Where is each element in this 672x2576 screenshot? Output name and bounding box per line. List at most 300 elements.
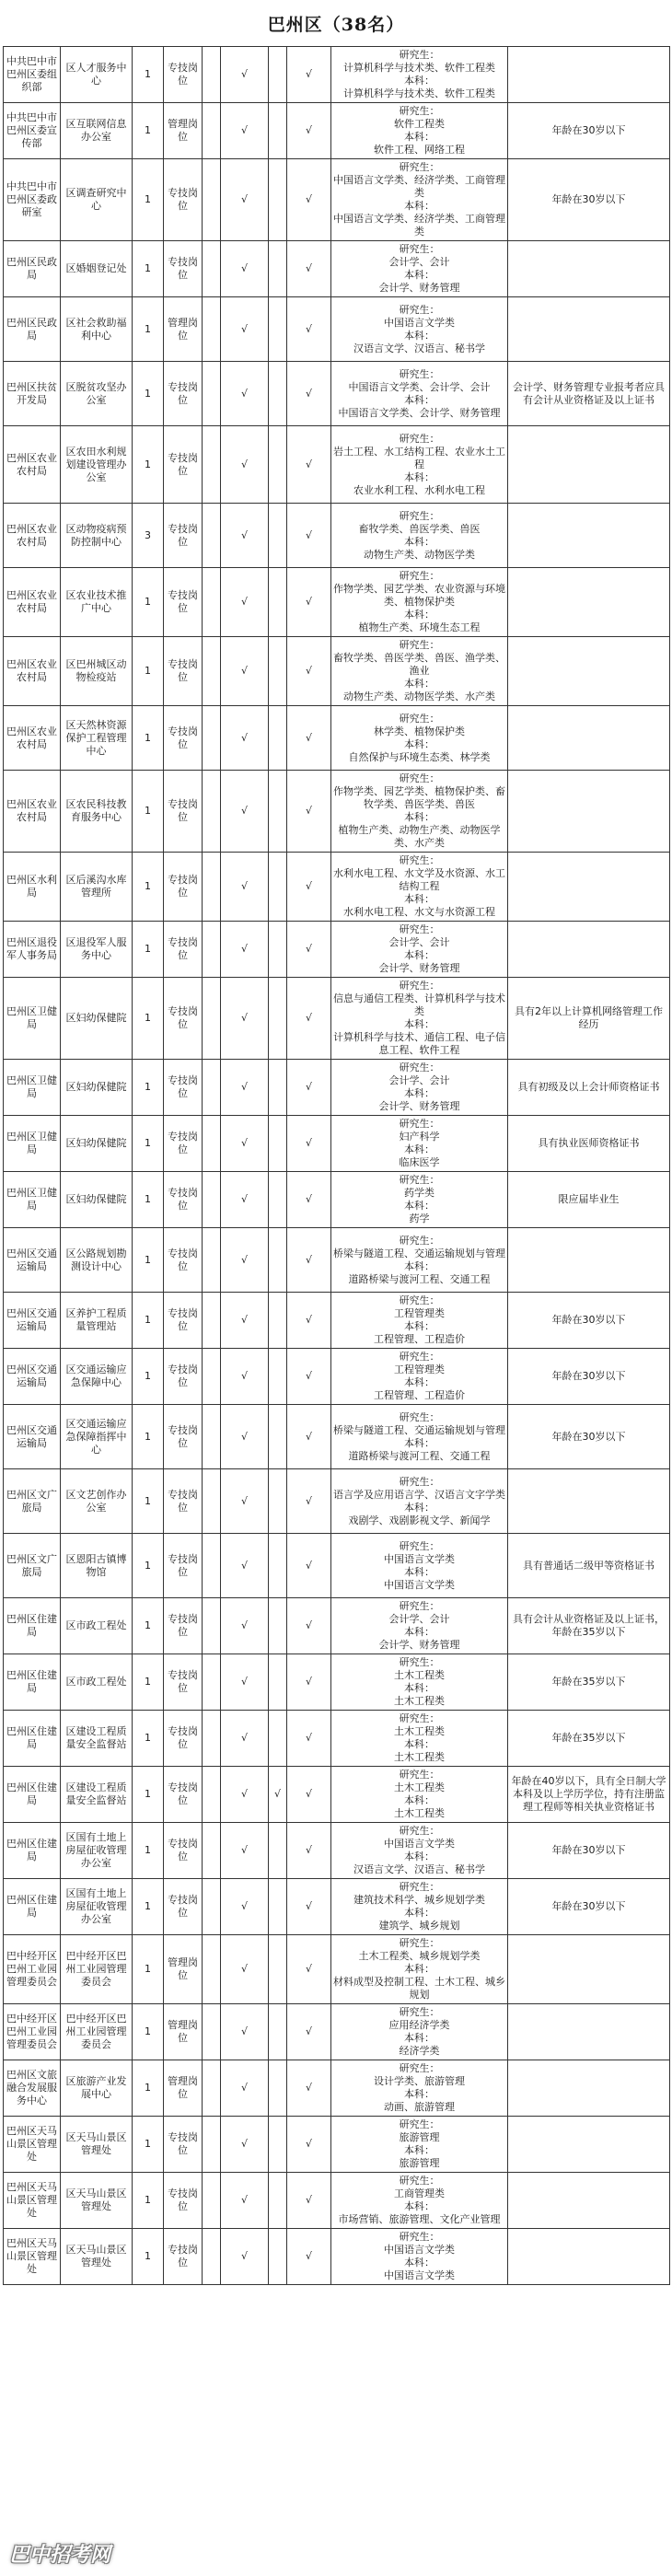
condition-3-cell	[269, 1116, 287, 1172]
requirement-cell	[508, 853, 670, 922]
category-cell: 专技岗位	[164, 568, 203, 637]
condition-4-cell: √	[287, 1598, 331, 1654]
major-cell: 研究生： 工程管理类 本科： 工程管理、工程造价	[331, 1349, 508, 1405]
category-cell: 专技岗位	[164, 1293, 203, 1349]
condition-2-cell: √	[221, 978, 269, 1060]
major-cell: 研究生： 中国语言文学类、经济学类、工商管理类 本科： 中国语言文学类、经济学类、工商管理类	[331, 159, 508, 241]
requirement-cell: 具有2年以上计算机网络管理工作经历	[508, 978, 670, 1060]
major-cell: 研究生： 计算机科学与技术类、软件工程类 本科： 计算机科学与技术类、软件工程类	[331, 47, 508, 103]
condition-2-cell: √	[221, 2173, 269, 2229]
post-cell: 区互联网信息办公室	[61, 103, 133, 159]
major-cell: 研究生： 中国语言文学类 本科： 中国语言文学类	[331, 2229, 508, 2285]
condition-4-cell: √	[287, 978, 331, 1060]
table-row	[4, 1711, 670, 1767]
condition-3-cell	[269, 1879, 287, 1935]
condition-1-cell	[203, 426, 221, 504]
post-cell: 区交通运输应急保障中心	[61, 1349, 133, 1405]
condition-1-cell	[203, 1767, 221, 1823]
post-cell: 区天然林资源保护工程管理中心	[61, 706, 133, 771]
unit-cell: 巴州区住建局	[4, 1654, 61, 1711]
unit-cell: 巴州区交通运输局	[4, 1405, 61, 1469]
major-cell: 研究生： 中国语言文学类、会计学、会计 本科： 中国语言文学类、会计学、财务管理	[331, 362, 508, 426]
category-cell: 专技岗位	[164, 47, 203, 103]
post-cell: 区天马山景区管理处	[61, 2229, 133, 2285]
unit-cell: 巴州区卫健局	[4, 978, 61, 1060]
post-cell: 区建设工程质量安全监督站	[61, 1767, 133, 1823]
condition-3-cell	[269, 2004, 287, 2060]
category-cell: 专技岗位	[164, 1060, 203, 1116]
condition-4-cell: √	[287, 853, 331, 922]
post-cell: 区市政工程处	[61, 1598, 133, 1654]
requirement-cell	[508, 922, 670, 978]
condition-4-cell: √	[287, 637, 331, 706]
condition-2-cell: √	[221, 1935, 269, 2004]
headcount-cell: 1	[133, 1293, 164, 1349]
unit-cell: 巴州区住建局	[4, 1767, 61, 1823]
condition-4-cell: √	[287, 1711, 331, 1767]
requirement-cell	[508, 706, 670, 771]
category-cell: 专技岗位	[164, 1228, 203, 1293]
condition-2-cell: √	[221, 2004, 269, 2060]
unit-cell: 巴州区文广旅局	[4, 1534, 61, 1598]
table-row	[4, 1116, 670, 1172]
condition-2-cell: √	[221, 1172, 269, 1228]
post-cell: 区农业技术推广中心	[61, 568, 133, 637]
headcount-cell: 1	[133, 1935, 164, 2004]
headcount-cell: 1	[133, 1405, 164, 1469]
unit-cell: 巴州区水利局	[4, 853, 61, 922]
requirement-cell: 年龄在30岁以下	[508, 1823, 670, 1879]
unit-cell: 巴州区文旅融合发展服务中心	[4, 2060, 61, 2117]
post-cell: 区人才服务中心	[61, 47, 133, 103]
table-row	[4, 504, 670, 568]
headcount-cell: 1	[133, 853, 164, 922]
condition-2-cell: √	[221, 853, 269, 922]
condition-2-cell: √	[221, 1405, 269, 1469]
condition-4-cell: √	[287, 568, 331, 637]
headcount-cell: 1	[133, 637, 164, 706]
condition-2-cell: √	[221, 1654, 269, 1711]
major-cell: 研究生： 妇产科学 本科： 临床医学	[331, 1116, 508, 1172]
headcount-cell: 1	[133, 2004, 164, 2060]
condition-4-cell: √	[287, 1935, 331, 2004]
category-cell: 专技岗位	[164, 1172, 203, 1228]
unit-cell: 中共巴中市巴州区委政研室	[4, 159, 61, 241]
condition-1-cell	[203, 2173, 221, 2229]
condition-4-cell: √	[287, 1405, 331, 1469]
condition-1-cell	[203, 1293, 221, 1349]
major-cell: 研究生： 作物学类、园艺学类、农业资源与环境类、植物保护类 本科： 植物生产类、环境生态工程	[331, 568, 508, 637]
category-cell: 专技岗位	[164, 706, 203, 771]
condition-1-cell	[203, 1349, 221, 1405]
major-cell: 研究生： 畜牧学类、兽医学类、兽医 本科： 动物生产类、动物医学类	[331, 504, 508, 568]
condition-4-cell: √	[287, 1228, 331, 1293]
condition-4-cell: √	[287, 2229, 331, 2285]
condition-2-cell: √	[221, 1823, 269, 1879]
unit-cell: 巴中经开区巴州工业园管理委员会	[4, 2004, 61, 2060]
post-cell: 区农民科技教育服务中心	[61, 771, 133, 853]
major-cell: 研究生： 工商管理类 本科： 市场营销、旅游管理、文化产业管理	[331, 2173, 508, 2229]
condition-1-cell	[203, 297, 221, 362]
condition-2-cell: √	[221, 362, 269, 426]
headcount-cell: 1	[133, 706, 164, 771]
post-cell: 区天马山景区管理处	[61, 2173, 133, 2229]
category-cell: 管理岗位	[164, 1935, 203, 2004]
condition-4-cell: √	[287, 504, 331, 568]
condition-4-cell: √	[287, 2173, 331, 2229]
unit-cell: 巴州区民政局	[4, 297, 61, 362]
requirement-cell	[508, 2173, 670, 2229]
condition-3-cell	[269, 1654, 287, 1711]
condition-2-cell: √	[221, 637, 269, 706]
headcount-cell: 1	[133, 1060, 164, 1116]
condition-3-cell	[269, 1349, 287, 1405]
condition-3-cell	[269, 1935, 287, 2004]
condition-1-cell	[203, 853, 221, 922]
requirement-cell: 年龄在30岁以下	[508, 1293, 670, 1349]
post-cell: 区国有土地上房屋征收管理办公室	[61, 1879, 133, 1935]
condition-3-cell	[269, 2060, 287, 2117]
condition-1-cell	[203, 1116, 221, 1172]
table-body	[4, 47, 670, 2285]
table-row	[4, 1349, 670, 1405]
condition-3-cell	[269, 426, 287, 504]
major-cell: 研究生： 中国语言文学类 本科： 汉语言文学、汉语言、秘书学	[331, 1823, 508, 1879]
category-cell: 专技岗位	[164, 771, 203, 853]
condition-2-cell: √	[221, 426, 269, 504]
condition-2-cell: √	[221, 1293, 269, 1349]
post-cell: 区婚姻登记处	[61, 241, 133, 297]
table-row	[4, 771, 670, 853]
condition-1-cell	[203, 771, 221, 853]
condition-2-cell: √	[221, 1711, 269, 1767]
table-row	[4, 159, 670, 241]
category-cell: 专技岗位	[164, 1823, 203, 1879]
table-row	[4, 853, 670, 922]
requirement-cell: 年龄在30岁以下	[508, 1879, 670, 1935]
post-cell: 区旅游产业发展中心	[61, 2060, 133, 2117]
condition-2-cell: √	[221, 1534, 269, 1598]
category-cell: 管理岗位	[164, 297, 203, 362]
unit-cell: 巴州区交通运输局	[4, 1293, 61, 1349]
condition-2-cell: √	[221, 1767, 269, 1823]
requirement-cell	[508, 1469, 670, 1534]
table-row	[4, 1534, 670, 1598]
unit-cell: 巴州区天马山景区管理处	[4, 2117, 61, 2173]
category-cell: 专技岗位	[164, 2173, 203, 2229]
condition-4-cell: √	[287, 1469, 331, 1534]
headcount-cell: 1	[133, 1767, 164, 1823]
table-row	[4, 1879, 670, 1935]
requirement-cell	[508, 2229, 670, 2285]
requirement-cell	[508, 568, 670, 637]
condition-3-cell	[269, 1172, 287, 1228]
condition-3-cell	[269, 2173, 287, 2229]
unit-cell: 巴州区卫健局	[4, 1172, 61, 1228]
condition-3-cell	[269, 2117, 287, 2173]
condition-2-cell: √	[221, 922, 269, 978]
category-cell: 管理岗位	[164, 2004, 203, 2060]
headcount-cell: 1	[133, 1534, 164, 1598]
condition-3-cell	[269, 1405, 287, 1469]
table-row	[4, 1935, 670, 2004]
major-cell: 研究生： 软件工程类 本科： 软件工程、网络工程	[331, 103, 508, 159]
headcount-cell: 1	[133, 1349, 164, 1405]
condition-1-cell	[203, 47, 221, 103]
requirement-cell: 具有执业医师资格证书	[508, 1116, 670, 1172]
table-row	[4, 47, 670, 103]
unit-cell: 巴州区民政局	[4, 241, 61, 297]
condition-4-cell: √	[287, 2004, 331, 2060]
category-cell: 管理岗位	[164, 2060, 203, 2117]
condition-4-cell: √	[287, 1823, 331, 1879]
unit-cell: 巴州区住建局	[4, 1879, 61, 1935]
condition-1-cell	[203, 2229, 221, 2285]
table-row	[4, 1469, 670, 1534]
watermark-logo: 巴中招考网	[9, 2544, 111, 2567]
condition-3-cell	[269, 1823, 287, 1879]
condition-2-cell: √	[221, 297, 269, 362]
table-row	[4, 426, 670, 504]
headcount-cell: 1	[133, 568, 164, 637]
table-row	[4, 637, 670, 706]
headcount-cell: 1	[133, 1879, 164, 1935]
requirement-cell	[508, 504, 670, 568]
requirement-cell: 限应届毕业生	[508, 1172, 670, 1228]
condition-4-cell: √	[287, 47, 331, 103]
major-cell: 研究生： 语言学及应用语言学、汉语言文字学类 本科： 戏剧学、戏剧影视文学、新闻学	[331, 1469, 508, 1534]
positions-table	[3, 46, 670, 2285]
unit-cell: 巴州区卫健局	[4, 1116, 61, 1172]
post-cell: 区脱贫攻坚办公室	[61, 362, 133, 426]
requirement-cell: 年龄在35岁以下	[508, 1711, 670, 1767]
headcount-cell: 1	[133, 1172, 164, 1228]
condition-1-cell	[203, 1172, 221, 1228]
post-cell: 巴中经开区巴州工业园管理委员会	[61, 2004, 133, 2060]
table-row	[4, 362, 670, 426]
condition-3-cell	[269, 159, 287, 241]
major-cell: 研究生： 林学类、植物保护类 本科： 自然保护与环境生态类、林学类	[331, 706, 508, 771]
condition-3-cell	[269, 1711, 287, 1767]
table-row	[4, 978, 670, 1060]
condition-3-cell	[269, 1469, 287, 1534]
condition-3-cell	[269, 568, 287, 637]
requirement-cell: 年龄在40岁以下，具有全日制大学本科及以上学历学位，持有注册监理工程师等相关执业资格证书	[508, 1767, 670, 1823]
post-cell: 区退役军人服务中心	[61, 922, 133, 978]
condition-4-cell: √	[287, 1534, 331, 1598]
post-cell: 区妇幼保健院	[61, 978, 133, 1060]
condition-3-cell	[269, 978, 287, 1060]
condition-1-cell	[203, 103, 221, 159]
major-cell: 研究生： 土木工程类 本科： 土木工程类	[331, 1711, 508, 1767]
table-row	[4, 241, 670, 297]
condition-2-cell: √	[221, 241, 269, 297]
category-cell: 专技岗位	[164, 362, 203, 426]
condition-3-cell	[269, 1228, 287, 1293]
unit-cell: 巴州区卫健局	[4, 1060, 61, 1116]
condition-2-cell: √	[221, 2117, 269, 2173]
post-cell: 区养护工程质量管理站	[61, 1293, 133, 1349]
headcount-cell: 1	[133, 159, 164, 241]
unit-cell: 巴州区农业农村局	[4, 426, 61, 504]
table-row	[4, 1823, 670, 1879]
condition-3-cell	[269, 706, 287, 771]
condition-1-cell	[203, 637, 221, 706]
category-cell: 管理岗位	[164, 103, 203, 159]
condition-1-cell	[203, 978, 221, 1060]
major-cell: 研究生： 工程管理类 本科： 工程管理、工程造价	[331, 1293, 508, 1349]
major-cell: 研究生： 设计学类、旅游管理 本科： 动画、旅游管理	[331, 2060, 508, 2117]
table-row	[4, 1598, 670, 1654]
condition-3-cell	[269, 1534, 287, 1598]
requirement-cell	[508, 2117, 670, 2173]
table-row	[4, 1767, 670, 1823]
condition-1-cell	[203, 1823, 221, 1879]
unit-cell: 巴中经开区巴州工业园管理委员会	[4, 1935, 61, 2004]
post-cell: 区妇幼保健院	[61, 1116, 133, 1172]
unit-cell: 巴州区农业农村局	[4, 771, 61, 853]
requirement-cell	[508, 2060, 670, 2117]
major-cell: 研究生： 畜牧学类、兽医学类、兽医、渔学类、渔业 本科： 动物生产类、动物医学类、水产类	[331, 637, 508, 706]
major-cell: 研究生： 土木工程类 本科： 土木工程类	[331, 1654, 508, 1711]
headcount-cell: 1	[133, 362, 164, 426]
condition-3-cell	[269, 362, 287, 426]
unit-cell: 巴州区交通运输局	[4, 1349, 61, 1405]
requirement-cell: 具有初级及以上会计师资格证书	[508, 1060, 670, 1116]
headcount-cell: 1	[133, 1469, 164, 1534]
headcount-cell: 1	[133, 297, 164, 362]
unit-cell: 巴州区住建局	[4, 1823, 61, 1879]
major-cell: 研究生： 桥梁与隧道工程、交通运输规划与管理 本科： 道路桥梁与渡河工程、交通工程	[331, 1228, 508, 1293]
condition-1-cell	[203, 1935, 221, 2004]
category-cell: 专技岗位	[164, 1534, 203, 1598]
major-cell: 研究生： 药学类 本科： 药学	[331, 1172, 508, 1228]
headcount-cell: 1	[133, 1116, 164, 1172]
condition-4-cell: √	[287, 2060, 331, 2117]
condition-4-cell: √	[287, 1060, 331, 1116]
condition-1-cell	[203, 1711, 221, 1767]
condition-3-cell	[269, 1598, 287, 1654]
post-cell: 区恩阳古镇博物馆	[61, 1534, 133, 1598]
table-row	[4, 2173, 670, 2229]
requirement-cell: 具有普通话二级甲等资格证书	[508, 1534, 670, 1598]
major-cell: 研究生： 旅游管理 本科： 旅游管理	[331, 2117, 508, 2173]
condition-4-cell: √	[287, 1293, 331, 1349]
condition-4-cell: √	[287, 1172, 331, 1228]
condition-4-cell: √	[287, 426, 331, 504]
condition-2-cell: √	[221, 1349, 269, 1405]
condition-3-cell	[269, 1060, 287, 1116]
condition-2-cell: √	[221, 504, 269, 568]
requirement-cell: 具有会计从业资格证及以上证书，年龄在35岁以下	[508, 1598, 670, 1654]
condition-2-cell: √	[221, 159, 269, 241]
post-cell: 区后溪沟水库管理所	[61, 853, 133, 922]
table-row	[4, 1405, 670, 1469]
condition-3-cell	[269, 297, 287, 362]
unit-cell: 巴州区农业农村局	[4, 568, 61, 637]
major-cell: 研究生： 桥梁与隧道工程、交通运输规划与管理 本科： 道路桥梁与渡河工程、交通工程	[331, 1405, 508, 1469]
requirement-cell: 年龄在30岁以下	[508, 1405, 670, 1469]
requirement-cell: 年龄在30岁以下	[508, 103, 670, 159]
headcount-cell: 1	[133, 2173, 164, 2229]
post-cell: 区国有土地上房屋征收管理办公室	[61, 1823, 133, 1879]
condition-1-cell	[203, 1060, 221, 1116]
category-cell: 专技岗位	[164, 426, 203, 504]
table-row	[4, 103, 670, 159]
condition-4-cell: √	[287, 103, 331, 159]
major-cell: 研究生： 建筑技术科学、城乡规划学类 本科： 建筑学、城乡规划	[331, 1879, 508, 1935]
requirement-cell	[508, 1935, 670, 2004]
condition-2-cell: √	[221, 47, 269, 103]
post-cell: 巴中经开区巴州工业园管理委员会	[61, 1935, 133, 2004]
major-cell: 研究生： 土木工程类、城乡规划学类 本科： 材料成型及控制工程、土木工程、城乡规划	[331, 1935, 508, 2004]
condition-1-cell	[203, 159, 221, 241]
headcount-cell: 1	[133, 2229, 164, 2285]
condition-1-cell	[203, 1534, 221, 1598]
condition-2-cell: √	[221, 1879, 269, 1935]
unit-cell: 巴州区退役军人事务局	[4, 922, 61, 978]
major-cell: 研究生： 会计学、会计 本科： 会计学、财务管理	[331, 1060, 508, 1116]
headcount-cell: 1	[133, 1711, 164, 1767]
major-cell: 研究生： 会计学、会计 本科： 会计学、财务管理	[331, 1598, 508, 1654]
headcount-cell: 1	[133, 978, 164, 1060]
category-cell: 专技岗位	[164, 1349, 203, 1405]
page-title: 巴州区（38名）	[267, 14, 405, 35]
requirement-cell	[508, 771, 670, 853]
category-cell: 专技岗位	[164, 1711, 203, 1767]
condition-3-cell	[269, 637, 287, 706]
category-cell: 专技岗位	[164, 637, 203, 706]
post-cell: 区交通运输应急保障指挥中心	[61, 1405, 133, 1469]
category-cell: 专技岗位	[164, 2117, 203, 2173]
table-row	[4, 922, 670, 978]
condition-4-cell: √	[287, 1349, 331, 1405]
condition-2-cell: √	[221, 568, 269, 637]
category-cell: 专技岗位	[164, 2229, 203, 2285]
category-cell: 专技岗位	[164, 1879, 203, 1935]
major-cell: 研究生： 信息与通信工程类、计算机科学与技术类 本科： 计算机科学与技术、通信工程、电子信息工程、软件工程	[331, 978, 508, 1060]
headcount-cell: 1	[133, 2117, 164, 2173]
major-cell: 研究生： 会计学、会计 本科： 会计学、财务管理	[331, 241, 508, 297]
major-cell: 研究生： 土木工程类 本科： 土木工程类	[331, 1767, 508, 1823]
headcount-cell: 3	[133, 504, 164, 568]
condition-4-cell: √	[287, 771, 331, 853]
unit-cell: 巴州区天马山景区管理处	[4, 2229, 61, 2285]
headcount-cell: 1	[133, 1654, 164, 1711]
headcount-cell: 1	[133, 771, 164, 853]
table-row	[4, 297, 670, 362]
headcount-cell: 1	[133, 1598, 164, 1654]
condition-3-cell	[269, 922, 287, 978]
condition-3-cell	[269, 103, 287, 159]
headcount-cell: 1	[133, 47, 164, 103]
category-cell: 专技岗位	[164, 978, 203, 1060]
condition-3-cell	[269, 771, 287, 853]
table-row	[4, 2004, 670, 2060]
major-cell: 研究生： 中国语言文学类 本科： 汉语言文学、汉语言、秘书学	[331, 297, 508, 362]
post-cell: 区动物疫病预防控制中心	[61, 504, 133, 568]
condition-2-cell: √	[221, 771, 269, 853]
condition-2-cell: √	[221, 1228, 269, 1293]
category-cell: 专技岗位	[164, 241, 203, 297]
condition-3-cell	[269, 241, 287, 297]
headcount-cell: 1	[133, 103, 164, 159]
post-cell: 区巴州城区动物检疫站	[61, 637, 133, 706]
category-cell: 专技岗位	[164, 1598, 203, 1654]
unit-cell: 巴州区天马山景区管理处	[4, 2173, 61, 2229]
category-cell: 专技岗位	[164, 1654, 203, 1711]
condition-1-cell	[203, 1654, 221, 1711]
